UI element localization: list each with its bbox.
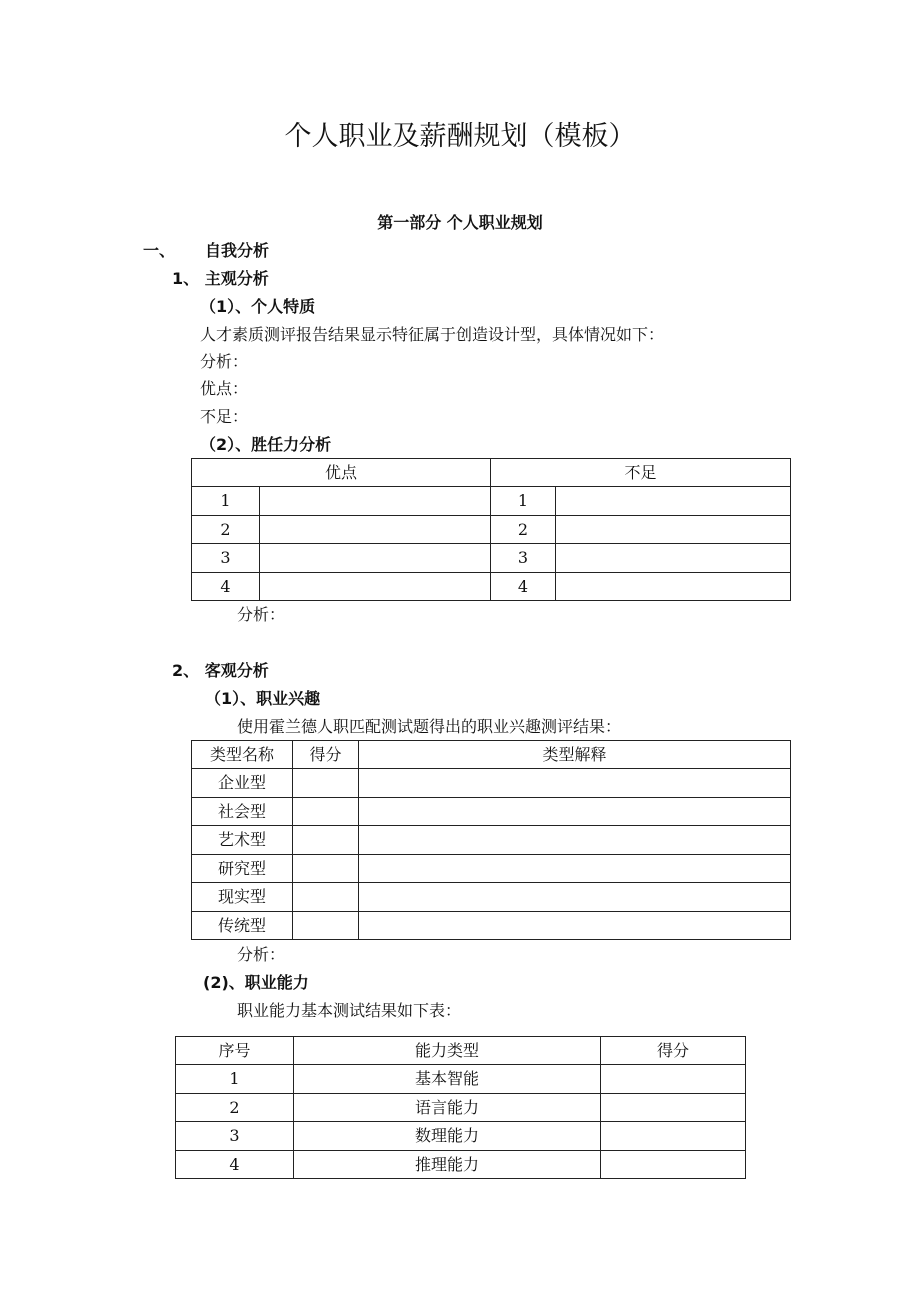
explanation-cell[interactable] xyxy=(359,798,791,826)
interest-header-score: 得分 xyxy=(293,741,359,769)
table-row xyxy=(176,1065,746,1094)
score-cell[interactable] xyxy=(601,1065,746,1094)
ability-heading: (2)、职业能力 xyxy=(203,973,309,992)
score-cell[interactable] xyxy=(293,826,359,855)
row-number: 2 xyxy=(176,1094,294,1122)
competency-analysis: 分析： xyxy=(237,605,286,624)
interest-intro: 使用霍兰德人职匹配测试题得出的职业兴趣测评结果： xyxy=(237,717,622,736)
strength-cell[interactable] xyxy=(260,573,491,601)
traits-line: 优点： xyxy=(200,379,249,398)
score-cell[interactable] xyxy=(601,1151,746,1179)
interest-header-explanation: 类型解释 xyxy=(359,741,791,769)
subjective-heading: 1、 主观分析 xyxy=(172,269,269,288)
table-row xyxy=(192,516,791,544)
interest-analysis: 分析： xyxy=(237,945,286,964)
ability-header-type: 能力类型 xyxy=(294,1037,601,1065)
table-row xyxy=(176,1122,746,1151)
table-row xyxy=(192,883,791,912)
table-row xyxy=(176,1151,746,1179)
strength-cell[interactable] xyxy=(260,516,491,544)
ability-type: 语言能力 xyxy=(294,1094,601,1122)
ability-header-score: 得分 xyxy=(601,1037,746,1065)
table-row xyxy=(192,826,791,855)
section-number: 一、 xyxy=(143,241,176,260)
weakness-cell[interactable] xyxy=(556,487,791,516)
row-number: 4 xyxy=(176,1151,294,1179)
interest-table xyxy=(191,740,791,940)
ability-type: 数理能力 xyxy=(294,1122,601,1151)
interest-type: 传统型 xyxy=(192,912,293,940)
objective-heading: 2、 客观分析 xyxy=(172,661,269,680)
row-number: 4 xyxy=(491,573,556,601)
competency-table xyxy=(191,458,791,601)
ability-table xyxy=(175,1036,746,1179)
table-row xyxy=(192,573,791,601)
row-number: 1 xyxy=(192,487,260,516)
ability-type: 推理能力 xyxy=(294,1151,601,1179)
row-number: 3 xyxy=(176,1122,294,1151)
weakness-cell[interactable] xyxy=(556,544,791,573)
document-title: 个人职业及薪酬规划（模板） xyxy=(284,121,636,152)
traits-heading: （1）、个人特质 xyxy=(200,297,316,316)
explanation-cell[interactable] xyxy=(359,912,791,940)
competency-heading: （2）、胜任力分析 xyxy=(200,435,332,454)
interest-heading: （1）、职业兴趣 xyxy=(205,689,321,708)
ability-header-number: 序号 xyxy=(176,1037,294,1065)
table-row xyxy=(176,1094,746,1122)
table-row xyxy=(192,912,791,940)
row-number: 2 xyxy=(192,516,260,544)
row-number: 1 xyxy=(176,1065,294,1094)
score-cell[interactable] xyxy=(293,769,359,798)
table-row xyxy=(192,487,791,516)
explanation-cell[interactable] xyxy=(359,883,791,912)
score-cell[interactable] xyxy=(293,798,359,826)
interest-type: 社会型 xyxy=(192,798,293,826)
row-number: 3 xyxy=(192,544,260,573)
explanation-cell[interactable] xyxy=(359,855,791,883)
row-number: 1 xyxy=(491,487,556,516)
ability-type: 基本智能 xyxy=(294,1065,601,1094)
competency-header-weaknesses: 不足 xyxy=(491,459,791,487)
explanation-cell[interactable] xyxy=(359,769,791,798)
table-row xyxy=(192,855,791,883)
traits-line: 人才素质测评报告结果显示特征属于创造设计型，具体情况如下： xyxy=(200,325,665,344)
strength-cell[interactable] xyxy=(260,487,491,516)
competency-header-strengths: 优点 xyxy=(192,459,491,487)
score-cell[interactable] xyxy=(293,883,359,912)
table-row xyxy=(192,798,791,826)
interest-type: 现实型 xyxy=(192,883,293,912)
interest-type: 艺术型 xyxy=(192,826,293,855)
weakness-cell[interactable] xyxy=(556,573,791,601)
interest-type: 研究型 xyxy=(192,855,293,883)
score-cell[interactable] xyxy=(293,855,359,883)
row-number: 2 xyxy=(491,516,556,544)
strength-cell[interactable] xyxy=(260,544,491,573)
traits-line: 不足： xyxy=(200,407,249,426)
explanation-cell[interactable] xyxy=(359,826,791,855)
row-number: 4 xyxy=(192,573,260,601)
weakness-cell[interactable] xyxy=(556,516,791,544)
ability-intro: 职业能力基本测试结果如下表： xyxy=(237,1001,462,1020)
section-title: 自我分析 xyxy=(205,241,270,260)
table-row xyxy=(192,769,791,798)
traits-line: 分析： xyxy=(200,352,249,371)
score-cell[interactable] xyxy=(293,912,359,940)
table-row xyxy=(192,544,791,573)
interest-header-type: 类型名称 xyxy=(192,741,293,769)
row-number: 3 xyxy=(491,544,556,573)
part-heading: 第一部分 个人职业规划 xyxy=(377,213,543,232)
interest-type: 企业型 xyxy=(192,769,293,798)
score-cell[interactable] xyxy=(601,1122,746,1151)
score-cell[interactable] xyxy=(601,1094,746,1122)
